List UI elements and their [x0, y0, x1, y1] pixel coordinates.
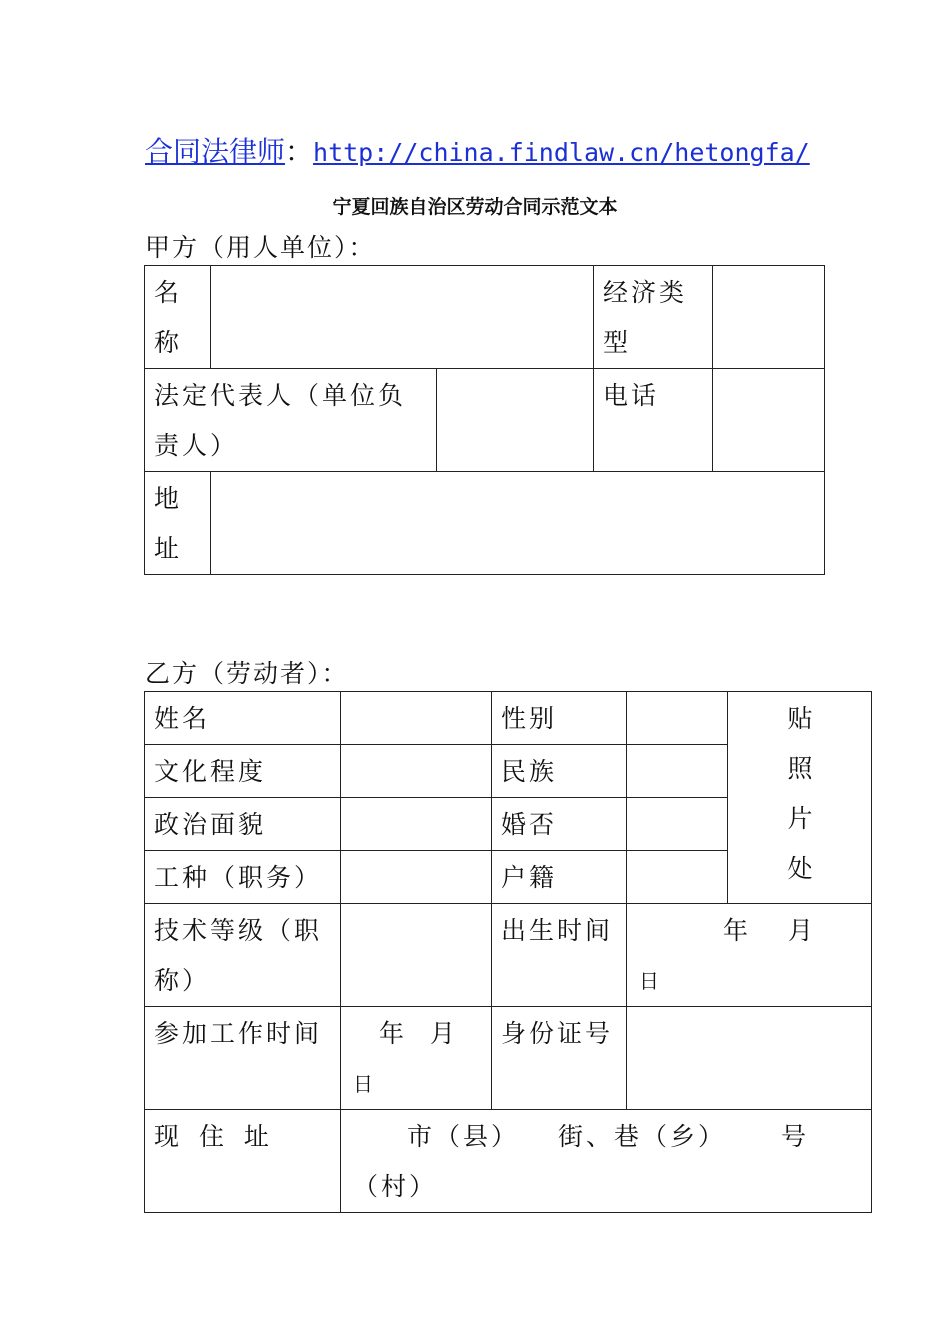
tech-label: 技术等级（职称） [145, 904, 341, 1007]
id-value[interactable] [627, 1007, 872, 1110]
gender-label: 性别 [492, 692, 627, 745]
education-value[interactable] [341, 745, 492, 798]
b-name-value[interactable] [341, 692, 492, 745]
header-separator: ： [285, 135, 314, 168]
household-value[interactable] [627, 851, 728, 904]
phone-value[interactable] [713, 369, 825, 472]
b-name-label: 姓名 [145, 692, 341, 745]
photo-area[interactable] [728, 692, 872, 904]
id-label: 身份证号 [492, 1007, 627, 1110]
photo-label: 贴照片处 [787, 704, 813, 883]
addr-street: 街、巷（乡） [557, 1122, 726, 1151]
birth-month: 月 [787, 916, 816, 945]
document-title: 宁夏回族自治区劳动合同示范文本 [332, 196, 618, 218]
url-link[interactable]: http://china.findlaw.cn/hetongfa/ [313, 138, 810, 167]
type-label: 经济类型 [594, 266, 713, 369]
party-b-table [144, 691, 872, 1213]
party-a-table [144, 265, 825, 575]
ethnicity-label: 民族 [492, 745, 627, 798]
work-start-value[interactable] [341, 1007, 492, 1110]
party-a-label: 甲方（用人单位）： [145, 233, 376, 262]
marriage-value[interactable] [627, 798, 728, 851]
rep-value[interactable] [437, 369, 594, 472]
work-day: 日 [353, 1072, 376, 1096]
address-label: 地址 [145, 472, 211, 575]
work-start-label: 参加工作时间 [145, 1007, 341, 1110]
phone-label: 电话 [594, 369, 713, 472]
addr-number: 号 [780, 1122, 809, 1151]
household-label: 户籍 [492, 851, 627, 904]
name-value[interactable] [211, 266, 594, 369]
addr-city: 市（县） [407, 1122, 520, 1151]
lawyer-link[interactable]: 合同法律师 [145, 135, 286, 168]
type-value[interactable] [713, 266, 825, 369]
header-line [145, 132, 810, 173]
work-month: 月 [429, 1019, 458, 1048]
birth-label: 出生时间 [492, 904, 627, 1007]
addr-village: （村） [353, 1172, 438, 1201]
tech-value[interactable] [341, 904, 492, 1007]
education-label: 文化程度 [145, 745, 341, 798]
b-address-label: 现 住 址 [145, 1110, 341, 1213]
b-address-value[interactable] [341, 1110, 872, 1213]
gender-value[interactable] [627, 692, 728, 745]
work-year: 年 [379, 1019, 408, 1048]
political-value[interactable] [341, 798, 492, 851]
job-label: 工种（职务） [145, 851, 341, 904]
address-value[interactable] [211, 472, 825, 575]
birth-value[interactable] [627, 904, 872, 1007]
birth-year: 年 [723, 916, 752, 945]
birth-day: 日 [639, 969, 662, 993]
ethnicity-value[interactable] [627, 745, 728, 798]
job-value[interactable] [341, 851, 492, 904]
marriage-label: 婚否 [492, 798, 627, 851]
rep-label: 法定代表人（单位负责人） [145, 369, 437, 472]
name-label: 名称 [145, 266, 211, 369]
political-label: 政治面貌 [145, 798, 341, 851]
party-b-label: 乙方（劳动者）： [145, 659, 349, 688]
